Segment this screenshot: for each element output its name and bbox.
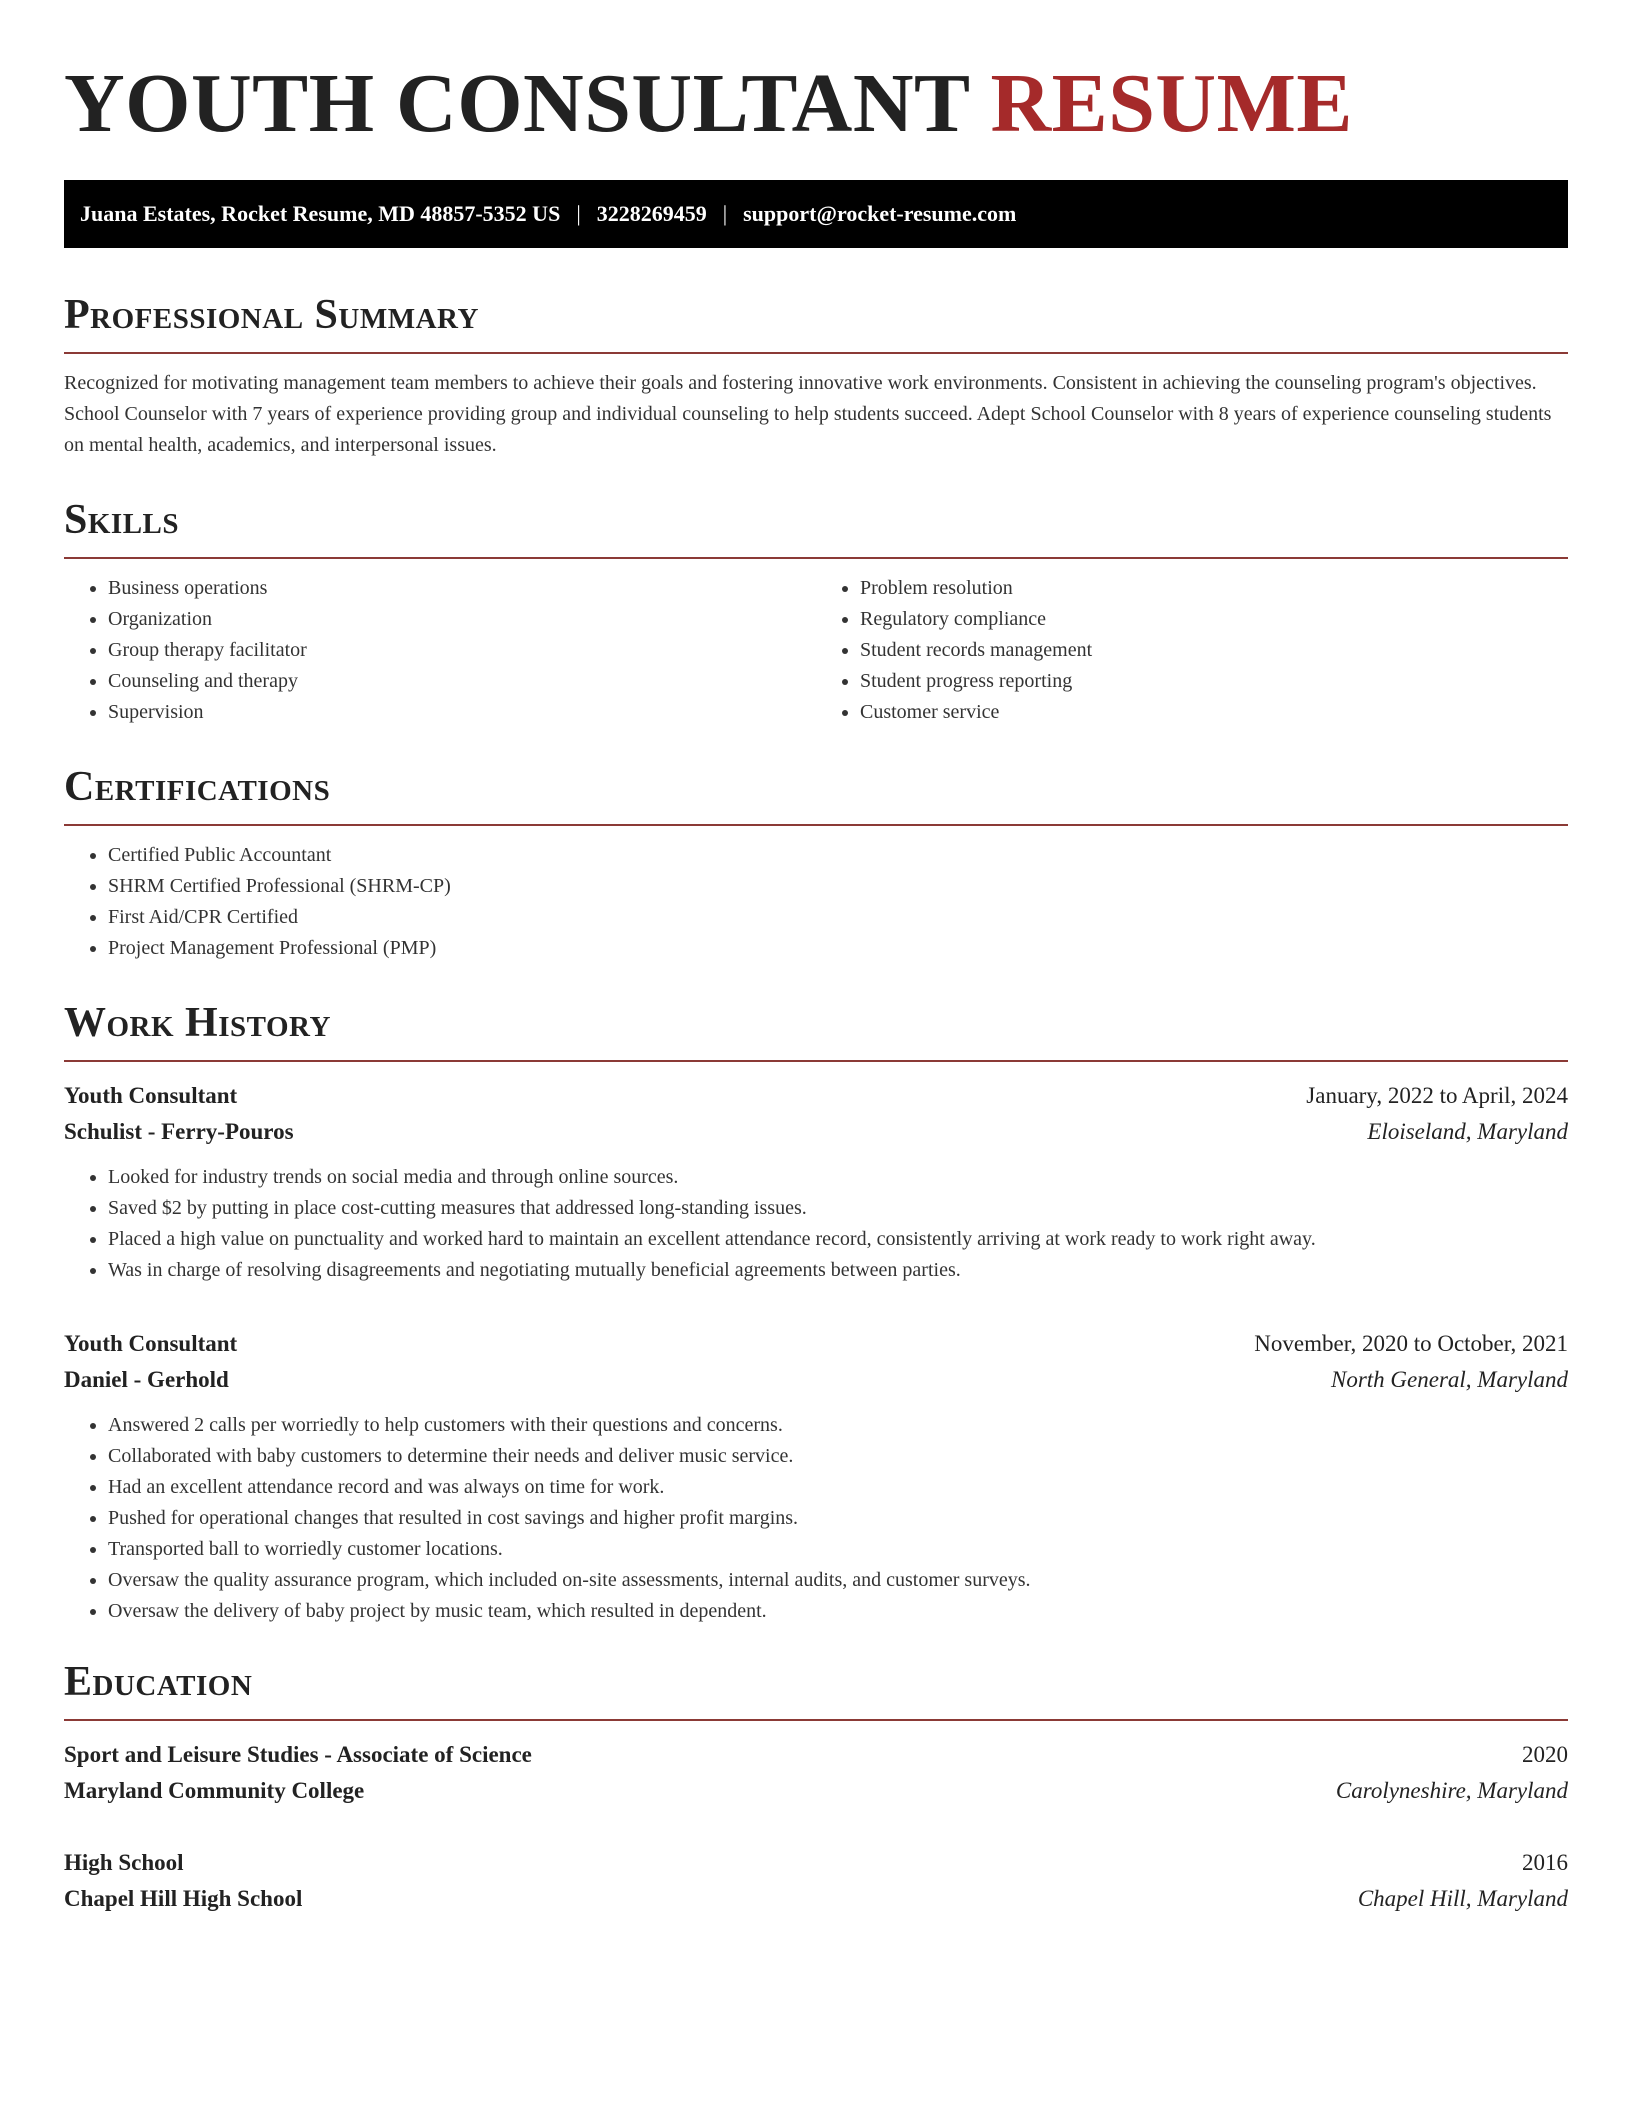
certifications-list: [64, 840, 1568, 964]
certification-item: • First Aid/CPR Certified: [108, 902, 1568, 933]
contact-email: support@rocket-resume.com: [743, 201, 1017, 226]
skills-list-left: [64, 573, 816, 728]
skills-grid: [64, 559, 1568, 728]
education-degree: Sport and Leisure Studies - Associate of Science: [64, 1742, 532, 1767]
education-school-row: [64, 1773, 1568, 1809]
education-entry: [64, 1845, 1568, 1917]
skill-item: • Group therapy facilitator: [108, 635, 816, 666]
summary-section: [64, 292, 1568, 461]
job-bullet: • Was in charge of resolving disagreements and negotiating mutually beneficial agreements between parties.: [108, 1255, 1568, 1286]
title-accent: RESUME: [990, 57, 1353, 150]
title-main: YOUTH CONSULTANT: [64, 57, 970, 150]
section-heading-certifications: Certifications: [64, 764, 1568, 826]
job-bullet: • Oversaw the quality assurance program, which included on-site assessments, internal audits, and customer surveys.: [108, 1565, 1568, 1596]
education-school-row: [64, 1881, 1568, 1917]
skill-item: • Business operations: [108, 573, 816, 604]
section-heading-summary: Professional Summary: [64, 292, 1568, 354]
education-school: Maryland Community College: [64, 1778, 365, 1803]
job-dates: November, 2020 to October, 2021: [1254, 1331, 1568, 1356]
job-title: Youth Consultant: [64, 1083, 238, 1108]
certification-item: • Project Management Professional (PMP): [108, 933, 1568, 964]
certification-item: • Certified Public Accountant: [108, 840, 1568, 871]
skill-item: • Supervision: [108, 697, 816, 728]
education-school: Chapel Hill High School: [64, 1886, 303, 1911]
contact-address: Juana Estates, Rocket Resume, MD 48857-5352 US: [80, 201, 561, 226]
job-bullets: [64, 1410, 1568, 1627]
education-location: Chapel Hill, Maryland: [1357, 1886, 1568, 1911]
education-header-row: [64, 1845, 1568, 1881]
job-header-row: [64, 1326, 1568, 1362]
education-location: Carolyneshire, Maryland: [1335, 1778, 1568, 1803]
section-heading-skills: Skills: [64, 497, 1568, 559]
job-company: Schulist - Ferry-Pouros: [64, 1119, 294, 1144]
contact-separator: |: [722, 201, 728, 226]
job-bullets: [64, 1162, 1568, 1286]
job-bullet: • Had an excellent attendance record and was always on time for work.: [108, 1472, 1568, 1503]
job-header-row: [64, 1078, 1568, 1114]
certification-item: • SHRM Certified Professional (SHRM-CP): [108, 871, 1568, 902]
job-bullet: • Collaborated with baby customers to determine their needs and deliver music service.: [108, 1441, 1568, 1472]
job-bullet: • Oversaw the delivery of baby project by music team, which resulted in dependent.: [108, 1596, 1568, 1627]
job-company: Daniel - Gerhold: [64, 1367, 229, 1392]
job-location: North General, Maryland: [1330, 1367, 1568, 1392]
contact-phone: 3228269459: [596, 201, 707, 226]
education-year: 2020: [1522, 1742, 1568, 1767]
job-company-row: [64, 1114, 1568, 1150]
job-bullet: • Looked for industry trends on social media and through online sources.: [108, 1162, 1568, 1193]
skill-item: • Counseling and therapy: [108, 666, 816, 697]
job-bullet: • Answered 2 calls per worriedly to help customers with their questions and concerns.: [108, 1410, 1568, 1441]
work-history-section: [64, 1000, 1568, 1627]
education-section: [64, 1659, 1568, 1917]
education-header-row: [64, 1737, 1568, 1773]
education-entry: [64, 1737, 1568, 1809]
job-company-row: [64, 1362, 1568, 1398]
job-bullet: • Transported ball to worriedly customer locations.: [108, 1534, 1568, 1565]
contact-bar: [64, 180, 1568, 248]
skills-section: [64, 497, 1568, 728]
resume-title: [64, 0, 1568, 150]
summary-text: Recognized for motivating management team members to achieve their goals and fostering innovative work environments. Consistent in achieving the counseling program's objectives. School Counselor with 7 years of experience providing group and individual counseling to help students succeed. Adept School Counselor with 8 years of experience counseling students on mental health, academics, and interpersonal issues.: [64, 372, 1552, 456]
skill-item: • Problem resolution: [860, 573, 1568, 604]
job-entry: [64, 1326, 1568, 1627]
education-degree: High School: [64, 1850, 184, 1875]
job-title: Youth Consultant: [64, 1331, 238, 1356]
skills-list-right: [816, 573, 1568, 728]
skill-item: • Student progress reporting: [860, 666, 1568, 697]
job-dates: January, 2022 to April, 2024: [1306, 1083, 1568, 1108]
job-bullet: • Saved $2 by putting in place cost-cutting measures that addressed long-standing issues.: [108, 1193, 1568, 1224]
contact-separator: |: [576, 201, 581, 226]
job-bullet: • Placed a high value on punctuality and worked hard to maintain an excellent attendance record, consistently arriving at work ready to work right away.: [108, 1224, 1568, 1255]
skill-item: • Student records management: [860, 635, 1568, 666]
job-bullet: • Pushed for operational changes that resulted in cost savings and higher profit margins.: [108, 1503, 1568, 1534]
skill-item: • Customer service: [860, 697, 1568, 728]
education-year: 2016: [1522, 1850, 1568, 1875]
job-entry: [64, 1078, 1568, 1286]
skill-item: • Organization: [108, 604, 816, 635]
job-location: Eloiseland, Maryland: [1367, 1119, 1568, 1144]
section-heading-education: Education: [64, 1659, 1568, 1721]
section-heading-work-history: Work History: [64, 1000, 1568, 1062]
certifications-section: [64, 764, 1568, 964]
skill-item: • Regulatory compliance: [860, 604, 1568, 635]
